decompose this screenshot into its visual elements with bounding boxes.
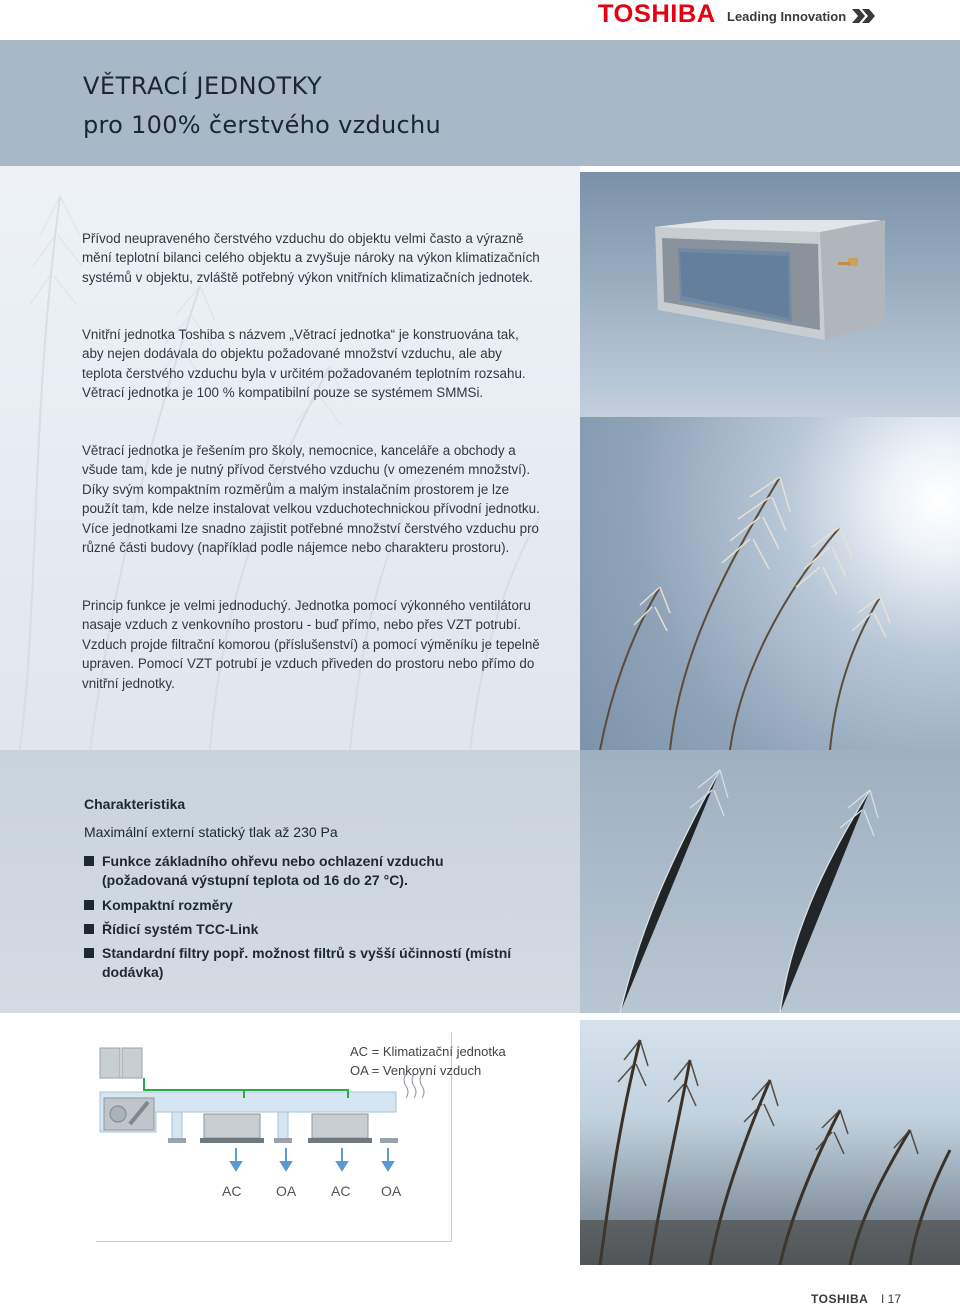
- intro-text-4: [82, 596, 542, 712]
- feature-item: [84, 852, 544, 890]
- reeds-photo-strip: [580, 750, 960, 1013]
- feature-text: Standardní filtry popř. možnost filtrů s vyšší účinností (místní dodávka): [102, 945, 512, 980]
- diagram-label: OA: [381, 1183, 402, 1199]
- feature-item: [84, 944, 544, 982]
- feature-text: Řídicí systém TCC-Link: [102, 921, 259, 937]
- characteristics-title: Charakteristika: [84, 796, 186, 812]
- intro-text-2: [82, 325, 542, 422]
- page-subtitle: pro 100% čerstvého vzduchu: [83, 111, 442, 139]
- intro-paragraph: Větrací jednotka je 100 % kompatibilní pouze se systémem SMMSi.: [82, 385, 484, 401]
- bullet-square-icon: [84, 924, 94, 934]
- characteristics-subtitle: Maximální externí statický tlak až 230 Pa: [84, 824, 338, 840]
- page-title: VĚTRACÍ JEDNOTKY: [83, 72, 323, 100]
- legend-ac: AC = Klimatizační jednotka: [350, 1044, 506, 1059]
- reeds-image: [580, 1020, 960, 1265]
- legend-oa: OA = Venkovní vzduch: [350, 1063, 482, 1078]
- reeds-image: [580, 750, 960, 1013]
- bullet-square-icon: [84, 948, 94, 958]
- diagram-label: AC: [222, 1183, 242, 1199]
- intro-text-3: [82, 441, 542, 577]
- intro-paragraph: Vnitřní jednotka Toshiba s názvem „Větrací jednotka“ je konstruována tak, aby nejen dodávala do objektu požadované množství vzduchu, ale aby teplota čerstvého vzduchu byla v určitém požadovaném teplotním rozsahu.: [82, 327, 526, 381]
- diagram-label: OA: [276, 1183, 297, 1199]
- chevron-double-icon: [852, 9, 876, 23]
- feature-item: [84, 896, 544, 915]
- top-bar: [0, 0, 960, 36]
- product-photo: [580, 172, 960, 417]
- header-band: [0, 40, 960, 166]
- reeds-image: [580, 417, 960, 750]
- bullet-square-icon: [84, 900, 94, 910]
- toshiba-logo: TOSHIBA: [597, 0, 716, 28]
- reeds-photo-bottom: [580, 1020, 960, 1265]
- ventilation-unit-image: [580, 172, 960, 417]
- tagline: Leading Innovation: [727, 9, 847, 24]
- page-number: I 17: [881, 1292, 902, 1306]
- diagram-label: AC: [331, 1183, 351, 1199]
- footer-brand: TOSHIBA: [811, 1292, 869, 1306]
- intro-paragraph: Přívod neupraveného čerstvého vzduchu do objektu velmi často a výrazně mění teplotní bilanci celého objektu a zvyšuje nároky na výkon klimatizačních systémů v objektu, zvláště potřebný výkon vnitřních klimatizačních jednotek.: [82, 231, 540, 285]
- feature-text: Kompaktní rozměry: [102, 897, 233, 913]
- feature-item: [84, 920, 544, 939]
- bullet-square-icon: [84, 856, 94, 866]
- intro-paragraph: Větrací jednotka je řešením pro školy, nemocnice, kanceláře a obchody a všude tam, kde je nutný přívod čerstvého vzduchu (v omezeném množství). Díky svým kompaktním rozměrům a malým instalačním prostorem je lze použít tam, kde nelze instalovat velkou vzduchotechnickou přívodní jednotku. Více jednotkami lze snadno zajistit potřebné množství čerstvého vzduchu pro různé části budovy (například podle nájemce nebo charakteru prostoru).: [82, 443, 540, 556]
- intro-paragraph: Princip funkce je velmi jednoduchý. Jednotka pomocí výkonného ventilátoru nasaje vzduch z venkovního prostoru - buď přímo, nebo přes VZT potrubí. Vzduch projde filtrační komorou (příslušenství) a pomocí výměníku je tepelně upraven. Pomocí VZT potrubí je vzduch přiveden do prostoru nebo přímo do vnitřní jednotky.: [82, 598, 540, 691]
- feature-text: Funkce základního ohřevu nebo ochlazení vzduchu (požadovaná výstupní teplota od 16 do 27 °C).: [102, 853, 444, 888]
- sky-reeds-photo: [580, 417, 960, 750]
- intro-text: [82, 229, 542, 307]
